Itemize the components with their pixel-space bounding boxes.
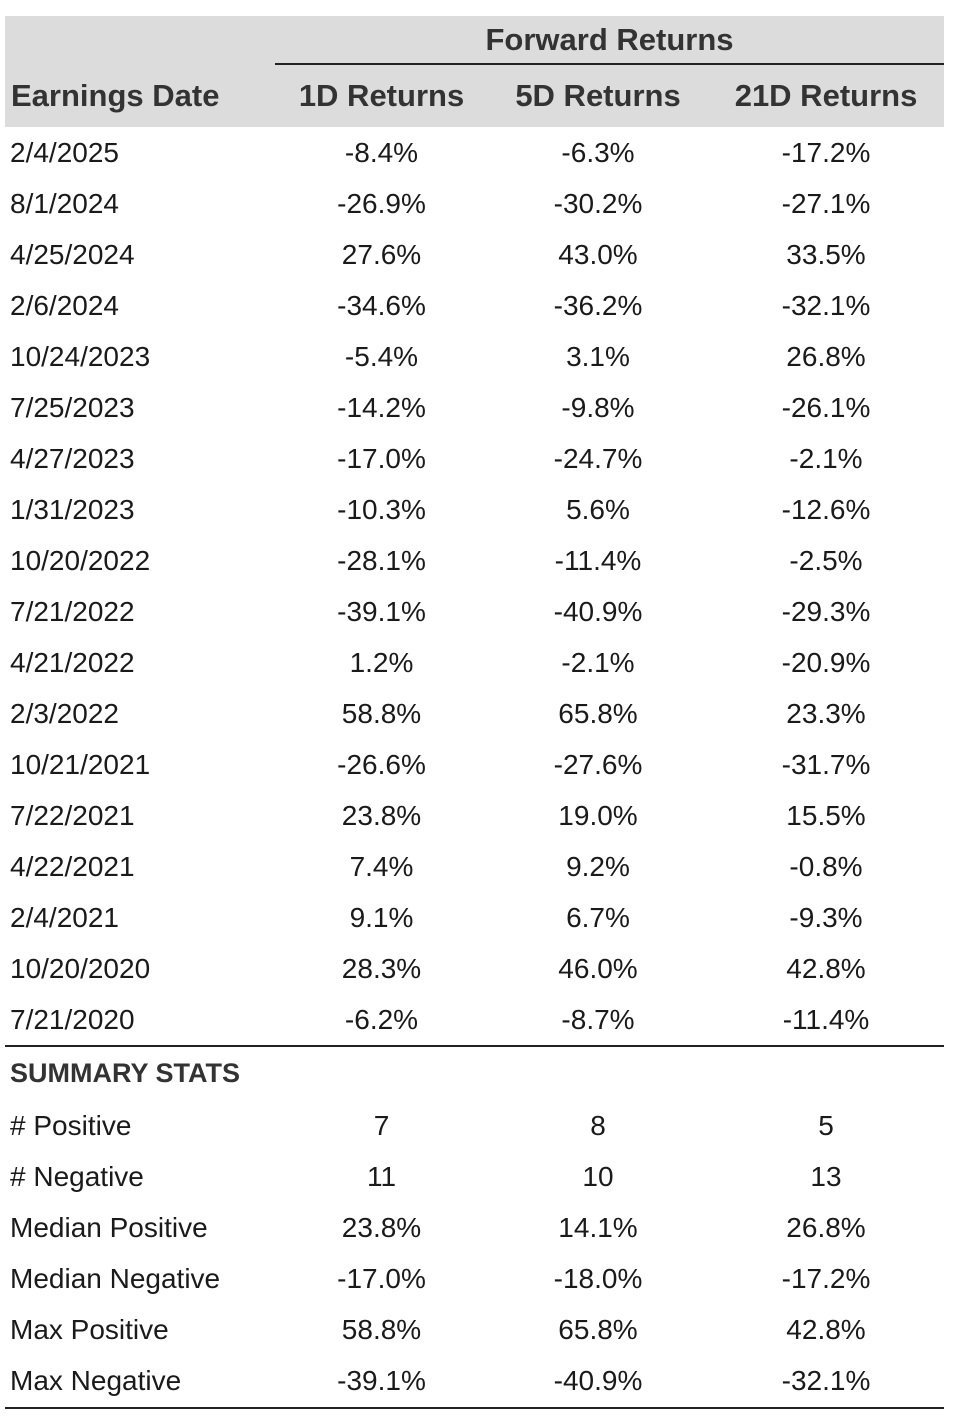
return-21d-cell: 26.8% (786, 340, 866, 372)
return-5d-cell: -2.1% (561, 646, 635, 678)
earnings-date-cell: 2/4/2021 (10, 901, 119, 933)
earnings-date-cell: 4/27/2023 (10, 442, 135, 474)
summary-stat-label: # Positive (10, 1109, 132, 1141)
return-21d-cell: -11.4% (708, 994, 944, 1046)
summary-stat-label: # Negative (10, 1160, 144, 1192)
earnings-date-cell: 4/21/2022 (10, 646, 135, 678)
return-5d-cell: -11.4% (554, 544, 642, 576)
return-1d-cell: -26.9% (337, 187, 426, 219)
earnings-rows (5, 127, 944, 1046)
return-5d-cell: -27.6% (553, 748, 643, 780)
summary-stat-label: Max Negative (5, 1355, 275, 1408)
table-row (5, 178, 944, 229)
return-21d-cell: -31.7% (781, 748, 871, 780)
return-1d-cell: -10.3% (337, 493, 426, 525)
table-row (5, 943, 944, 994)
table-row (5, 994, 944, 1046)
header-group-row (5, 16, 944, 64)
return-1d-cell: -8.4% (344, 136, 419, 168)
return-5d-cell: -36.2% (553, 289, 643, 321)
earnings-date-cell: 10/20/2022 (10, 544, 151, 576)
earnings-date-cell: 2/4/2025 (10, 136, 119, 168)
table-row (5, 637, 944, 688)
earnings-date-cell: 10/24/2023 (10, 340, 151, 372)
summary-1d-cell: 23.8% (341, 1211, 422, 1243)
summary-21d-cell: 5 (818, 1109, 834, 1141)
table-row (5, 790, 944, 841)
summary-5d-cell: 8 (590, 1109, 606, 1141)
summary-stat-row (5, 1100, 944, 1151)
return-5d-cell: -6.3% (561, 136, 635, 168)
return-5d-cell: 3.1% (566, 340, 630, 372)
table-row (5, 433, 944, 484)
return-21d-cell: -0.8% (789, 850, 863, 882)
earnings-date-cell: 7/22/2021 (10, 799, 135, 831)
return-5d-cell: 46.0% (558, 952, 638, 984)
return-21d-cell: -27.1% (781, 187, 871, 219)
summary-stat-row (5, 1151, 944, 1202)
return-1d-cell: -34.6% (337, 289, 426, 321)
summary-stats-title: SUMMARY STATS (10, 1058, 241, 1088)
return-5d-cell: -24.7% (553, 442, 643, 474)
return-21d-cell: -2.5% (789, 544, 863, 576)
return-1d-cell: -39.1% (337, 595, 426, 627)
earnings-date-cell: 4/25/2024 (10, 238, 135, 270)
return-21d-cell: -9.3% (789, 901, 863, 933)
table-row (5, 841, 944, 892)
summary-stat-label: Median Positive (10, 1211, 208, 1243)
earnings-date-cell: 2/3/2022 (10, 697, 119, 729)
earnings-date-cell: 7/21/2020 (5, 994, 275, 1046)
summary-stat-label: Max Positive (10, 1313, 169, 1345)
table-row (5, 739, 944, 790)
return-21d-cell: -32.1% (781, 289, 871, 321)
earnings-date-cell: 2/6/2024 (10, 289, 119, 321)
header-columns-row (5, 64, 944, 127)
return-21d-cell: 42.8% (786, 952, 866, 984)
table-row (5, 586, 944, 637)
summary-1d-cell: 11 (366, 1160, 397, 1192)
return-5d-cell: -9.8% (561, 391, 635, 423)
return-1d-cell: 28.3% (341, 952, 422, 984)
return-5d-cell: 5.6% (566, 493, 630, 525)
summary-21d-cell: 26.8% (786, 1211, 866, 1243)
column-header-earnings-date: Earnings Date (5, 64, 275, 127)
summary-1d-cell: 7 (373, 1109, 390, 1141)
summary-stat-row (5, 1304, 944, 1355)
earnings-date-cell: 7/21/2022 (10, 595, 135, 627)
return-1d-cell: -17.0% (337, 442, 426, 474)
table-row (5, 688, 944, 739)
earnings-date-cell: 10/20/2020 (10, 952, 151, 984)
return-5d-cell: 6.7% (566, 901, 630, 933)
summary-1d-cell: 58.8% (341, 1313, 422, 1345)
summary-1d-cell: -17.0% (337, 1262, 426, 1294)
return-1d-cell: 23.8% (341, 799, 422, 831)
return-21d-cell: 33.5% (786, 238, 866, 270)
return-1d-cell: 58.8% (341, 697, 422, 729)
summary-5d-cell: -40.9% (488, 1355, 708, 1408)
table-header (5, 16, 944, 127)
summary-stat-row (5, 1202, 944, 1253)
summary-21d-cell: 13 (810, 1160, 842, 1192)
table-row (5, 280, 944, 331)
summary-5d-cell: 14.1% (558, 1211, 638, 1243)
earnings-date-cell: 4/22/2021 (10, 850, 135, 882)
summary-21d-cell: -32.1% (708, 1355, 944, 1408)
table-row (5, 229, 944, 280)
summary-21d-cell: 42.8% (786, 1313, 866, 1345)
earnings-date-cell: 1/31/2023 (10, 493, 135, 525)
return-21d-cell: -12.6% (781, 493, 871, 525)
table-row (5, 382, 944, 433)
return-1d-cell: -5.4% (344, 340, 419, 372)
forward-returns-label: Forward Returns (275, 16, 944, 64)
return-1d-cell: -6.2% (275, 994, 488, 1046)
return-5d-cell: -8.7% (488, 994, 708, 1046)
return-5d-cell: 9.2% (566, 850, 630, 882)
summary-1d-cell: -39.1% (275, 1355, 488, 1408)
earnings-date-cell: 7/25/2023 (10, 391, 135, 423)
return-5d-cell: -30.2% (553, 187, 643, 219)
table-row (5, 484, 944, 535)
return-1d-cell: -28.1% (337, 544, 426, 576)
return-5d-cell: 65.8% (558, 697, 638, 729)
table-row (5, 127, 944, 178)
return-21d-cell: -2.1% (789, 442, 863, 474)
return-1d-cell: 7.4% (349, 850, 414, 882)
summary-5d-cell: 65.8% (558, 1313, 638, 1345)
summary-stat-row (5, 1253, 944, 1304)
column-header-5d-returns: 5D Returns (488, 64, 708, 127)
column-header-21d-returns: 21D Returns (708, 64, 944, 127)
summary-21d-cell: -17.2% (781, 1262, 871, 1294)
summary-stat-label: Median Negative (10, 1262, 221, 1294)
summary-stat-row (5, 1355, 944, 1408)
earnings-returns-table (5, 16, 944, 1409)
column-header-1d-returns: 1D Returns (275, 64, 488, 127)
return-1d-cell: 1.2% (349, 646, 414, 678)
return-21d-cell: -29.3% (781, 595, 871, 627)
return-5d-cell: -40.9% (553, 595, 643, 627)
return-1d-cell: -14.2% (337, 391, 426, 423)
summary-5d-cell: -18.0% (553, 1262, 643, 1294)
return-21d-cell: -20.9% (781, 646, 871, 678)
return-1d-cell: 9.1% (349, 901, 414, 933)
earnings-returns-table-container (5, 16, 944, 1409)
return-21d-cell: 15.5% (786, 799, 866, 831)
header-group-spacer (5, 16, 275, 64)
table-row (5, 892, 944, 943)
table-row (5, 331, 944, 382)
return-21d-cell: 23.3% (786, 697, 866, 729)
return-1d-cell: 27.6% (341, 238, 422, 270)
return-21d-cell: -26.1% (781, 391, 871, 423)
summary-stats-title-row (5, 1046, 944, 1100)
return-5d-cell: 19.0% (558, 799, 638, 831)
return-5d-cell: 43.0% (558, 238, 638, 270)
summary-stats-section (5, 1046, 944, 1408)
return-1d-cell: -26.6% (337, 748, 426, 780)
return-21d-cell: -17.2% (781, 136, 871, 168)
table-row (5, 535, 944, 586)
summary-5d-cell: 10 (582, 1160, 614, 1192)
earnings-date-cell: 10/21/2021 (10, 748, 151, 780)
earnings-date-cell: 8/1/2024 (10, 187, 119, 219)
